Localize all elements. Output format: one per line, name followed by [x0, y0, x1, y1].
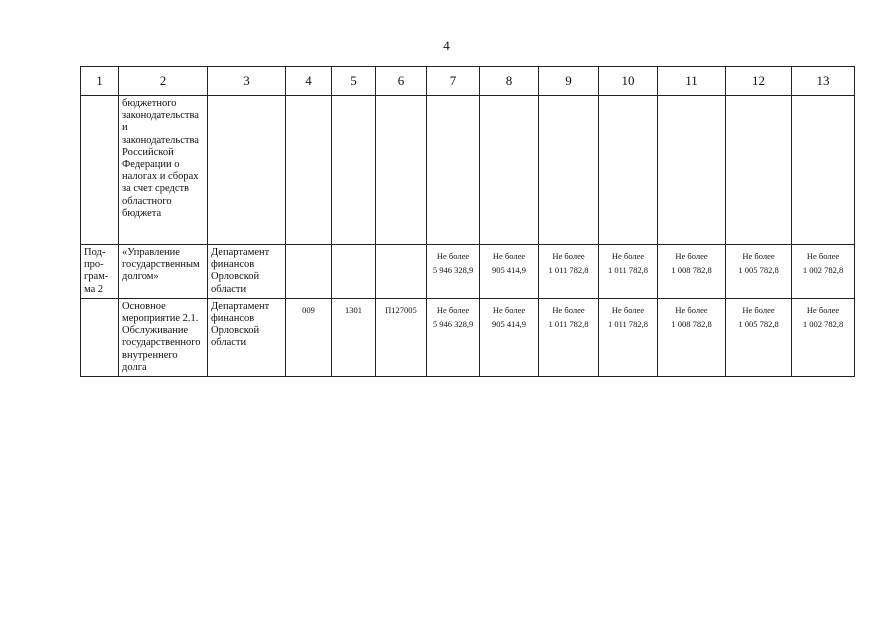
- table-cell: [539, 96, 599, 245]
- header-cell: 10: [599, 67, 658, 96]
- value-amount: 1 002 782,8: [802, 318, 844, 329]
- csr-code: [376, 245, 426, 251]
- table-cell-value: [599, 245, 658, 299]
- table-cell: [286, 96, 332, 245]
- value-prefix: Не более: [436, 304, 470, 315]
- table-cell: [208, 96, 286, 245]
- event-label: [81, 299, 118, 303]
- value-prefix: Не более: [492, 304, 526, 315]
- table-cell-value: [427, 298, 480, 376]
- table-cell-label: [81, 298, 119, 376]
- header-cell: 2: [119, 67, 208, 96]
- executor-text: Департамент финансов Орловской области: [211, 247, 270, 295]
- header-cell: 9: [539, 67, 599, 96]
- table-cell-name: [119, 96, 208, 245]
- value-amount: 1 011 782,8: [548, 265, 589, 275]
- table-cell-csr: [376, 245, 427, 299]
- header-cell: 6: [376, 67, 427, 96]
- header-cell: 4: [286, 67, 332, 96]
- value-prefix: Не более: [611, 304, 645, 315]
- table-cell: [480, 96, 539, 245]
- table-cell-csr: [376, 298, 427, 376]
- event-name: Основное мероприятие 2.1. Обслуживание государственного внутреннего долга: [122, 300, 201, 373]
- header-cell: 12: [726, 67, 792, 96]
- header-cell: 3: [208, 67, 286, 96]
- table-cell-name: [119, 245, 208, 299]
- table-cell-value: [658, 245, 726, 299]
- table-row-subprogram: [81, 245, 855, 299]
- table-cell-grbs: [286, 245, 332, 299]
- value-prefix: Не более: [806, 304, 840, 315]
- table-cell: [658, 96, 726, 245]
- table-cell-value: [480, 245, 539, 299]
- table-cell: [332, 96, 376, 245]
- value-prefix: Не более: [675, 251, 708, 261]
- header-cell: 1: [81, 67, 119, 96]
- table-cell: [427, 96, 480, 245]
- table-cell-value: [658, 298, 726, 376]
- value-amount: 1 005 782,8: [738, 318, 779, 329]
- value-amount: 1 005 782,8: [738, 265, 779, 275]
- value-amount: 5 946 328,9: [432, 318, 474, 329]
- grbs-code: 009: [302, 304, 315, 315]
- table-row-continuation: [81, 96, 855, 245]
- rzpr-code: [332, 245, 375, 251]
- table-cell: [81, 96, 119, 245]
- table-cell-value: [480, 298, 539, 376]
- header-cell: 13: [792, 67, 855, 96]
- value-prefix: Не более: [492, 251, 526, 261]
- table-cell-value: [539, 298, 599, 376]
- executor-text: Департамент финансов Орловской области: [211, 300, 270, 349]
- table-cell-value: [792, 245, 855, 299]
- table-cell-executor: [208, 245, 286, 299]
- table-cell: [599, 96, 658, 245]
- page-number: 4: [443, 38, 450, 53]
- header-cell: 5: [332, 67, 376, 96]
- value-prefix: Не более: [611, 251, 645, 261]
- table-cell: [792, 96, 855, 245]
- header-row: [81, 67, 855, 96]
- value-amount: 905 414,9: [492, 265, 526, 275]
- value-amount: 1 008 782,8: [671, 318, 712, 329]
- subprogram-name: «Управление государственным долгом»: [122, 247, 200, 283]
- table-cell-value: [539, 245, 599, 299]
- value-amount: 905 414,9: [492, 318, 526, 329]
- value-prefix: Не более: [675, 304, 708, 315]
- value-amount: 1 002 782,8: [802, 265, 844, 275]
- table-cell-value: [599, 298, 658, 376]
- value-prefix: Не более: [436, 251, 470, 261]
- value-amount: 1 011 782,8: [548, 318, 589, 329]
- header-cell: 7: [427, 67, 480, 96]
- table-cell-value: [726, 298, 792, 376]
- value-prefix: Не более: [742, 251, 775, 261]
- table-cell-rzpr: [332, 298, 376, 376]
- table-cell-value: [427, 245, 480, 299]
- table-row-event: [81, 298, 855, 376]
- value-amount: 1 011 782,8: [607, 318, 649, 329]
- header-cell: 8: [480, 67, 539, 96]
- header-cell: 11: [658, 67, 726, 96]
- table-cell-rzpr: [332, 245, 376, 299]
- name-text: бюджетного законодательства и законодательства Российской Федерации о налогах и сборах за счет средств областного бюджета: [122, 98, 199, 219]
- value-amount: 5 946 328,9: [432, 265, 474, 275]
- csr-code: П127005: [385, 304, 417, 315]
- rzpr-code: 1301: [345, 304, 362, 315]
- table-cell-value: [792, 298, 855, 376]
- table-cell-label: [81, 245, 119, 299]
- budget-table: [80, 66, 855, 377]
- subprogram-label: Под-про-грам-ма 2: [84, 247, 109, 295]
- value-prefix: Не более: [552, 251, 585, 261]
- value-prefix: Не более: [552, 304, 585, 315]
- table-cell-grbs: [286, 298, 332, 376]
- table-cell-value: [726, 245, 792, 299]
- table-cell-executor: [208, 298, 286, 376]
- table-cell: [726, 96, 792, 245]
- value-amount: 1 011 782,8: [607, 265, 649, 275]
- table-cell: [376, 96, 427, 245]
- value-prefix: Не более: [742, 304, 775, 315]
- value-amount: 1 008 782,8: [671, 265, 712, 275]
- table-cell-name: [119, 298, 208, 376]
- value-prefix: Не более: [806, 251, 840, 261]
- grbs-code: [286, 245, 331, 251]
